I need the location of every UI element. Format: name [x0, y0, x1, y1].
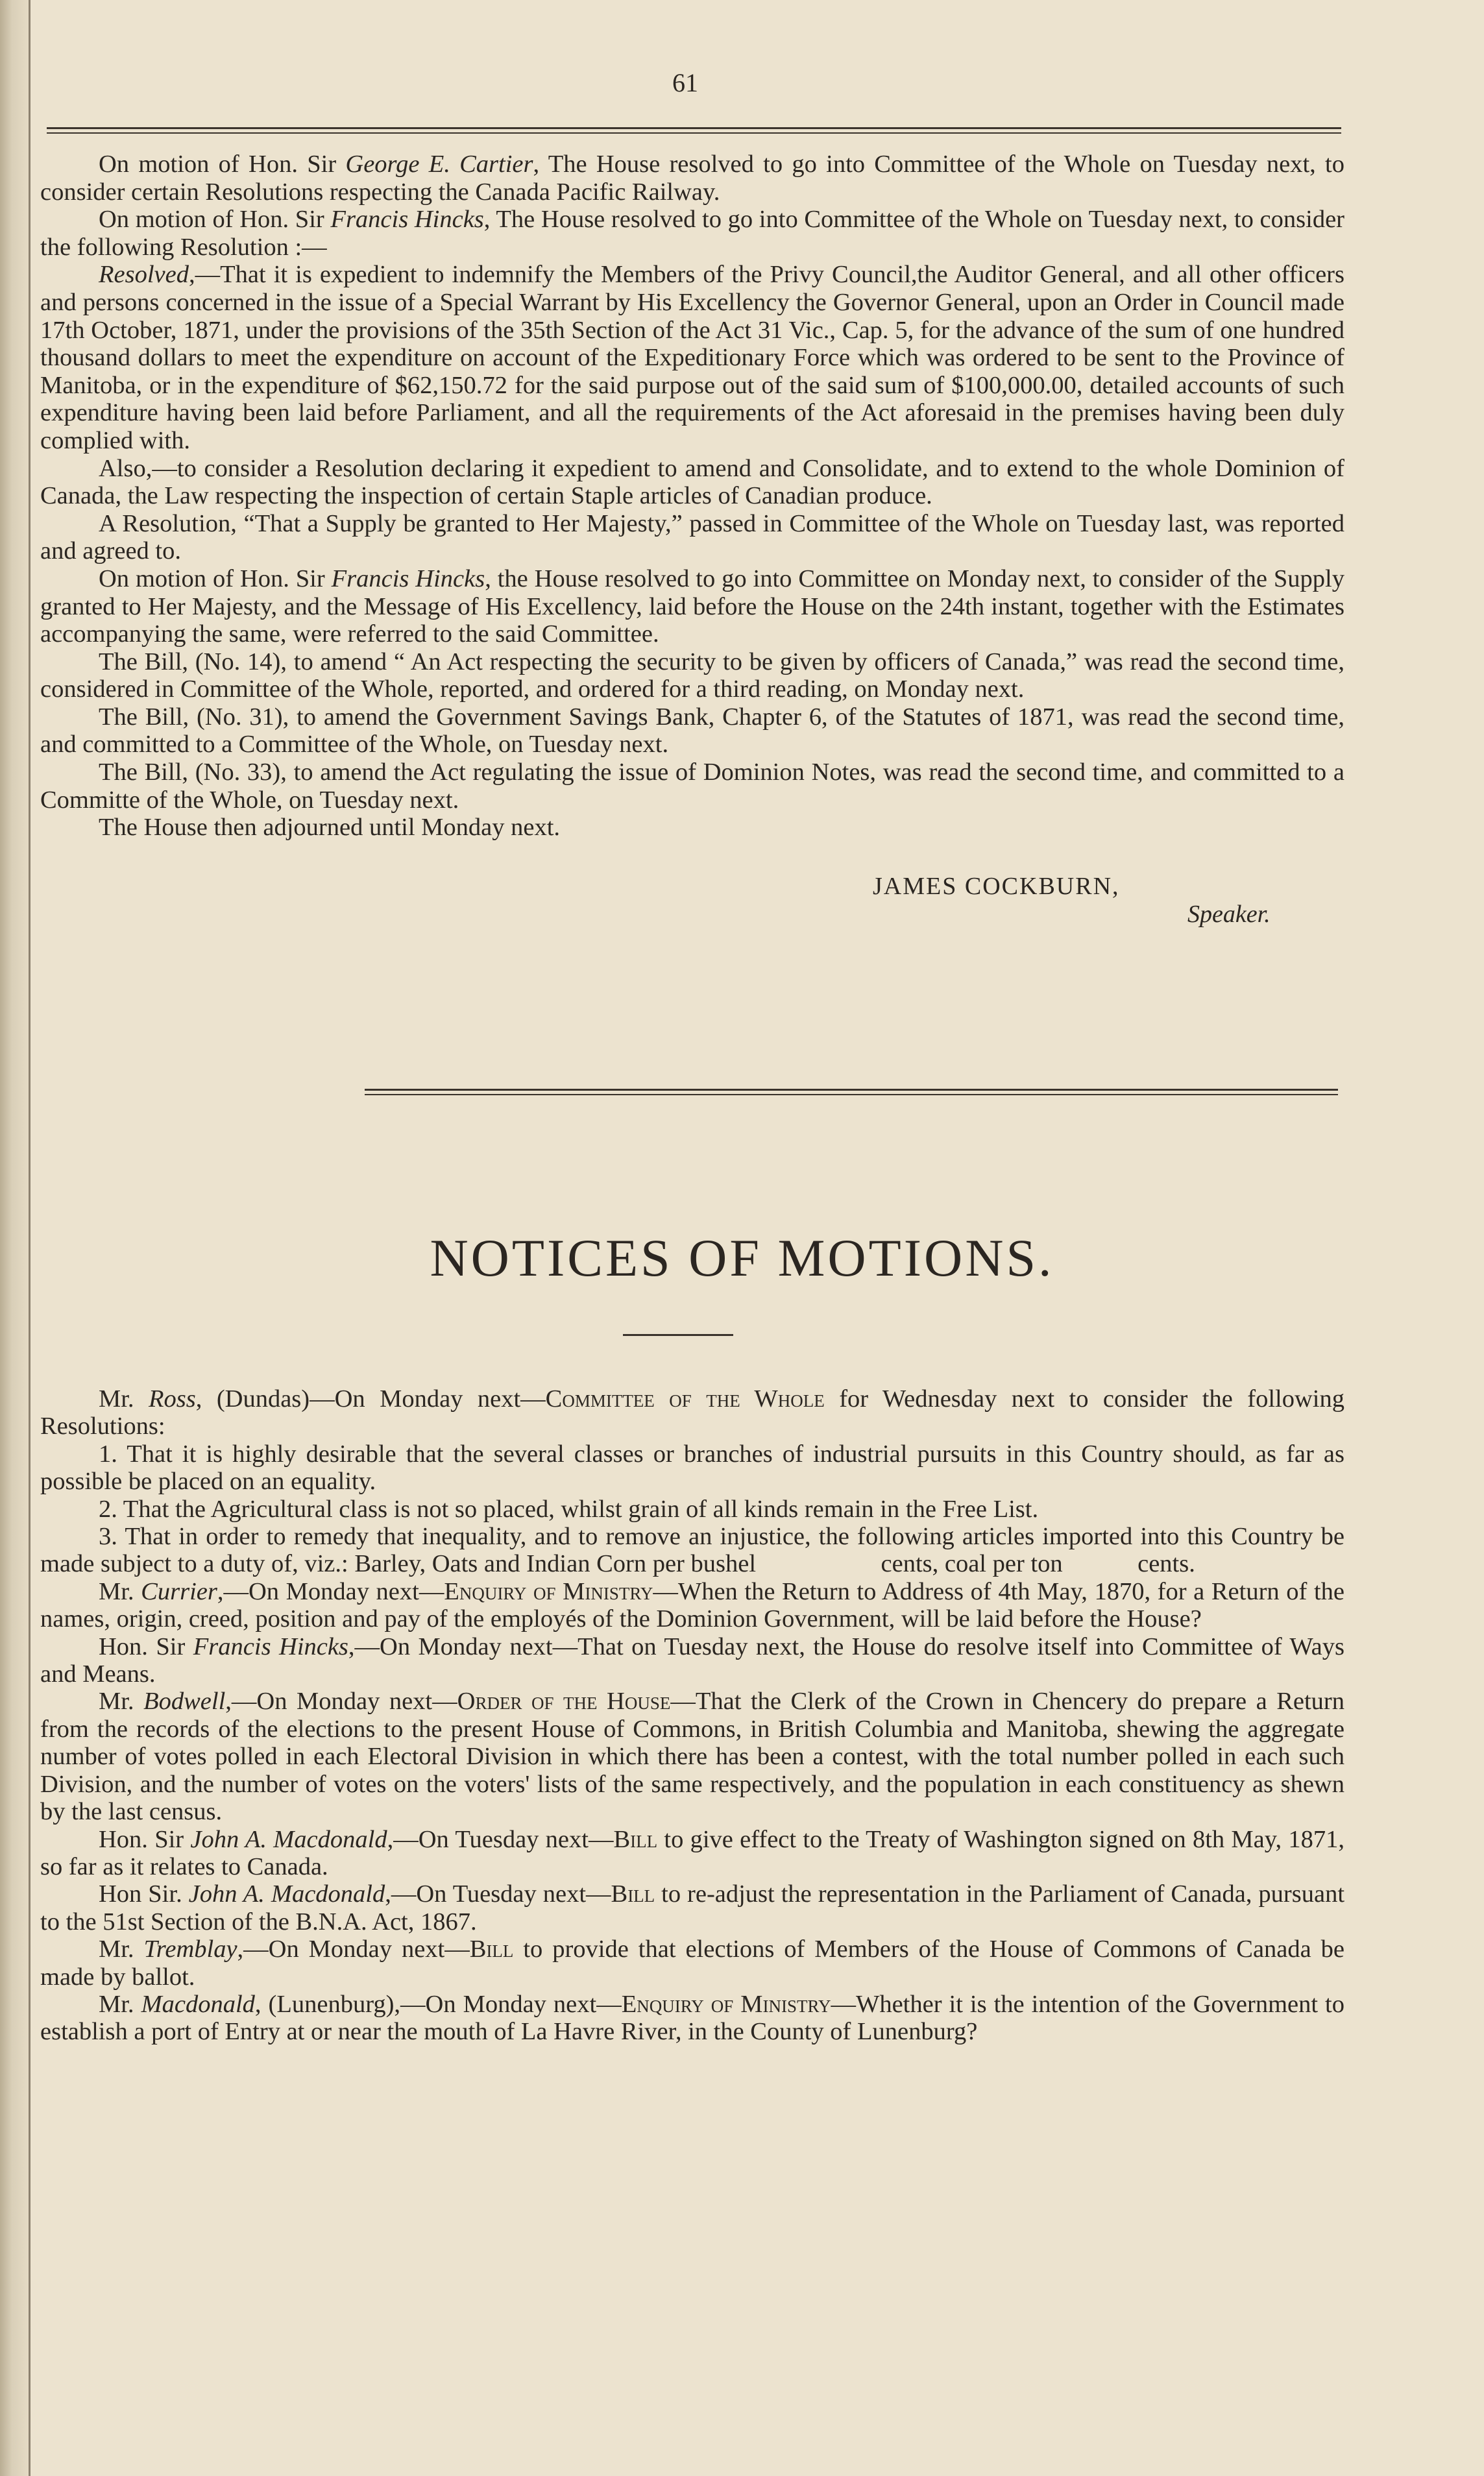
notices-heading: NOTICES OF MOTIONS.	[430, 1228, 1054, 1287]
paragraph: On motion of Hon. Sir George E. Cartier, The House resolved to go into Committee of the Whole on Tuesday next, to consider certain Resolutions respecting the Canada Pacific Railway.	[40, 151, 1344, 206]
paragraph: The Bill, (No. 33), to amend the Act regulating the issue of Dominion Notes, was read the second time, and committed to a Committe of the Whole, on Tuesday next.	[40, 759, 1344, 814]
notice-item: Mr. Macdonald, (Lunenburg),—On Monday next—Enquiry of Ministry—Whether it is the intention of the Government to establish a port of Entry at or near the mouth of La Havre River, in the County of Lunenburg?	[40, 1990, 1344, 2046]
section-rule-bottom	[365, 1094, 1338, 1095]
notice-item: Mr. Tremblay,—On Monday next—Bill to provide that elections of Members of the House of Commons of Canada be made by ballot.	[40, 1936, 1344, 1991]
paragraph: On motion of Hon. Sir Francis Hincks, The House resolved to go into Committee of the Whole on Tuesday next, to consider the following Resolution :—	[40, 206, 1344, 261]
paragraph: The Bill, (No. 14), to amend “ An Act respecting the security to be given by officers of Canada,” was read the second time, considered in Committee of the Whole, reported, and ordered for a third reading, on Monday next.	[40, 648, 1344, 703]
notice-item: Mr. Currier,—On Monday next—Enquiry of Ministry—When the Return to Address of 4th May, 1870, for a Return of the names, origin, creed, position and pay of the employés of the Dominion Government, will be laid before the House?	[40, 1577, 1344, 1633]
notice-item: Hon. Sir Francis Hincks,—On Monday next—That on Tuesday next, the House do resolve itself into Committee of Ways and Means.	[40, 1632, 1344, 1688]
notice-item: Hon. Sir John A. Macdonald,—On Tuesday next—Bill to give effect to the Treaty of Washington signed on 8th May, 1871, so far as it relates to Canada.	[40, 1825, 1345, 1880]
proceedings-text	[40, 151, 1344, 842]
paragraph: Resolved,—That it is expedient to indemnify the Members of the Privy Council,the Auditor General, and all other officers and persons concerned in the issue of a Special Warrant by His Excellency the Governor General, upon an Order in Council made 17th October, 1871, under the provisions of the 35th Section of the Act 31 Vic., Cap. 5, for the advance of the sum of one hundred thousand dollars to meet the expenditure on account of the Expeditionary Force which was ordered to be sent to the Province of Manitoba, or in the expenditure of $62,150.72 for the said purpose out of the said sum of $100,000.00, detailed accounts of such expenditure having been laid before Parliament, and all the requirements of the Act aforesaid in the premises having been duly complied with.	[40, 261, 1344, 454]
notice-item: 2. That the Agricultural class is not so placed, whilst grain of all kinds remain in the Free List.	[99, 1495, 1039, 1523]
speaker-name: JAMES COCKBURN,	[873, 873, 1120, 900]
notices-text	[40, 1385, 1351, 2046]
heading-underline	[623, 1334, 733, 1336]
notice-item: 3. That in order to remedy that inequality, and to remove an injustice, the following articles imported into this Country be made subject to a duty of, viz.: Barley, Oats and Indian Corn per bushel cents, coal per ton cents.	[40, 1523, 1351, 1578]
paragraph: Also,—to consider a Resolution declaring it expedient to amend and Consolidate, and to extend to the whole Dominion of Canada, the Law respecting the inspection of certain Staple articles of Canadian produce.	[40, 454, 1344, 510]
paragraph: The House then adjourned until Monday next.	[99, 814, 561, 842]
header-rule-bottom	[47, 132, 1341, 134]
paragraph: The Bill, (No. 31), to amend the Government Savings Bank, Chapter 6, of the Statutes of 1871, was read the second time, and committed to a Committee of the Whole, on Tuesday next.	[40, 703, 1344, 759]
notice-item: Mr. Ross, (Dundas)—On Monday next—Committee of the Whole for Wednesday next to consider the following Resolutions:	[40, 1385, 1344, 1440]
page-number: 61	[672, 68, 698, 97]
section-rule-top	[365, 1089, 1338, 1091]
speaker-title: Speaker.	[1187, 901, 1271, 928]
notice-item: Mr. Bodwell,—On Monday next—Order of the House—That the Clerk of the Crown in Chencery do prepare a Return from the records of the elections to the present House of Commons, in British Columbia and Manitoba, shewing the aggregate number of votes polled in each Electoral Division in which there has been a contest, with the total number polled in each such Division, and the number of votes on the voters' lists of the same respectively, and the population in each constituency as shewn by the last census.	[40, 1688, 1344, 1826]
notice-item: 1. That it is highly desirable that the several classes or branches of industrial pursuits in this Country should, as far as possible be placed on an equality.	[40, 1440, 1344, 1496]
header-rule-top	[47, 127, 1341, 129]
paragraph: On motion of Hon. Sir Francis Hincks, the House resolved to go into Committee on Monday next, to consider of the Supply granted to Her Majesty, and the Message of His Excellency, laid before the House on the 24th instant, together with the Estimates accompanying the same, were referred to the said Committee.	[40, 564, 1344, 648]
notice-item: Hon Sir. John A. Macdonald,—On Tuesday next—Bill to re-adjust the representation in the Parliament of Canada, pursuant to the 51st Section of the B.N.A. Act, 1867.	[40, 1880, 1345, 1936]
paragraph: A Resolution, “That a Supply be granted to Her Majesty,” passed in Committee of the Whole on Tuesday last, was reported and agreed to.	[40, 509, 1344, 565]
